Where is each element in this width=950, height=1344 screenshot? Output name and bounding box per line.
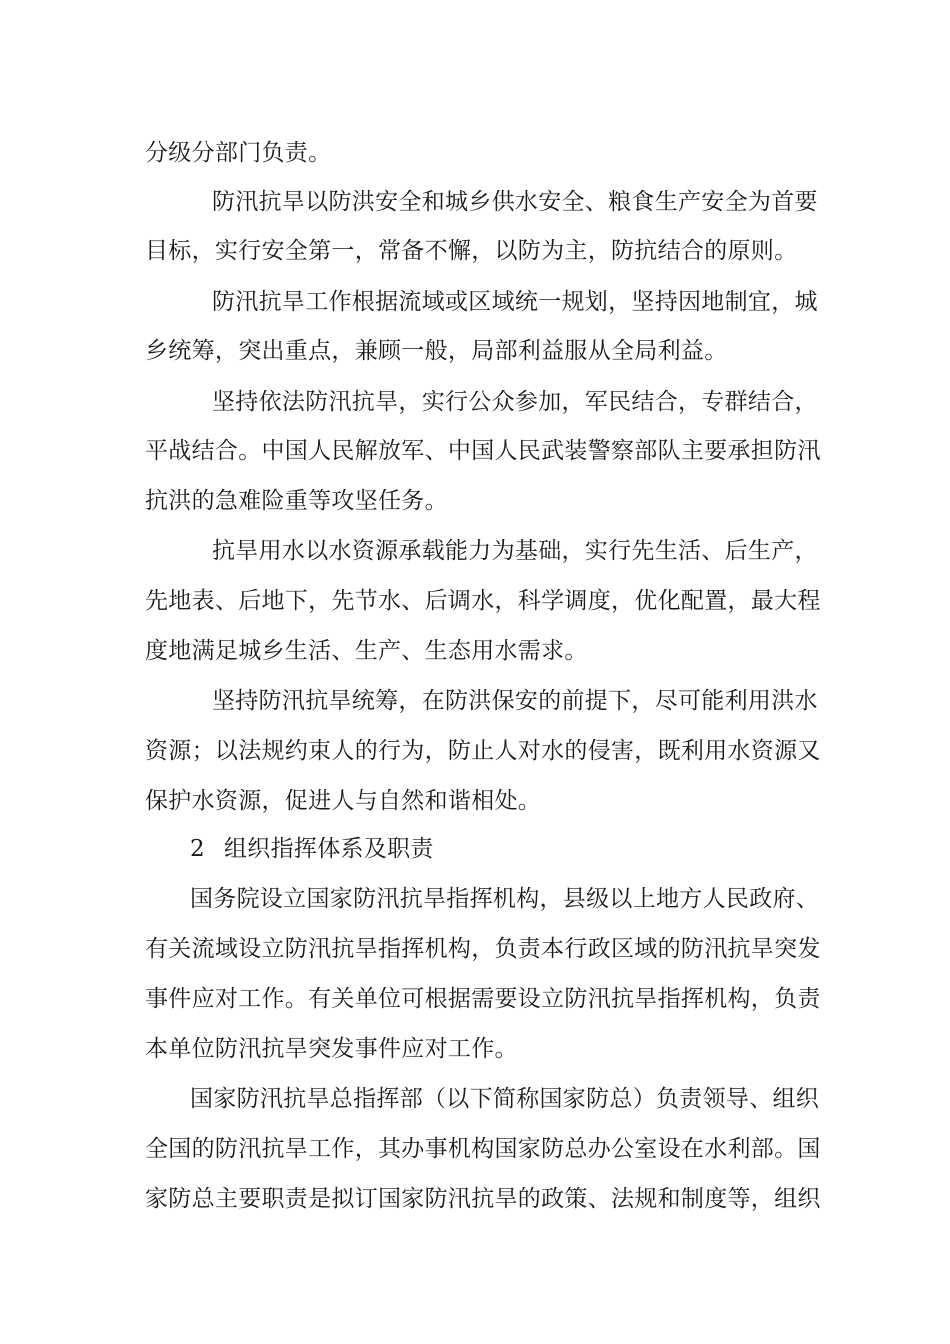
text-line: 抗旱用水以水资源承载能力为基础，实行先生活、后生产，	[212, 538, 818, 564]
text-line: 全国的防汛抗旱工作，其办事机构国家防总办公室设在水利部。国	[145, 1136, 821, 1162]
text-line: 乡统筹，突出重点，兼顾一般，局部利益服从全局利益。	[145, 338, 728, 364]
text-line: 坚持依法防汛抗旱，实行公众参加，军民结合，专群结合，	[212, 389, 818, 415]
text-line: 抗洪的急难险重等攻坚任务。	[145, 488, 448, 514]
text-line: 资源；以法规约束人的行为，防止人对水的侵害，既利用水资源又	[145, 738, 821, 764]
text-line: 坚持防汛抗旱统筹，在防洪保安的前提下，尽可能利用洪水	[212, 688, 818, 714]
text-line: 先地表、后地下，先节水、后调水，科学调度，优化配置，最大程	[145, 588, 821, 614]
text-line: 度地满足城乡生活、生产、生态用水需求。	[145, 638, 588, 664]
text-line: 保护水资源，促进人与自然和谐相处。	[145, 788, 542, 814]
text-line: 事件应对工作。有关单位可根据需要设立防汛抗旱指挥机构，负责	[145, 986, 821, 1012]
text-line: 国家防汛抗旱总指挥部（以下简称国家防总）负责领导、组织	[190, 1086, 820, 1112]
section-number: 2	[190, 836, 205, 862]
text-line: 平战结合。中国人民解放军、中国人民武装警察部队主要承担防汛	[145, 438, 821, 464]
text-line: 分级分部门负责。	[145, 140, 332, 166]
text-line: 本单位防汛抗旱突发事件应对工作。	[145, 1036, 518, 1062]
text-line: 目标，实行安全第一，常备不懈，以防为主，防抗结合的原则。	[145, 238, 798, 264]
text-line: 国务院设立国家防汛抗旱指挥机构，县级以上地方人民政府、	[190, 886, 820, 912]
text-line: 家防总主要职责是拟订国家防汛抗旱的政策、法规和制度等，组织	[145, 1186, 821, 1212]
text-line: 防汛抗旱工作根据流域或区域统一规划，坚持因地制宜，城	[212, 289, 818, 315]
section-heading	[190, 834, 434, 864]
text-line: 有关流域设立防汛抗旱指挥机构，负责本行政区域的防汛抗旱突发	[145, 936, 821, 962]
text-line: 防汛抗旱以防洪安全和城乡供水安全、粮食生产安全为首要	[212, 189, 818, 215]
section-title: 组织指挥体系及职责	[224, 836, 434, 862]
